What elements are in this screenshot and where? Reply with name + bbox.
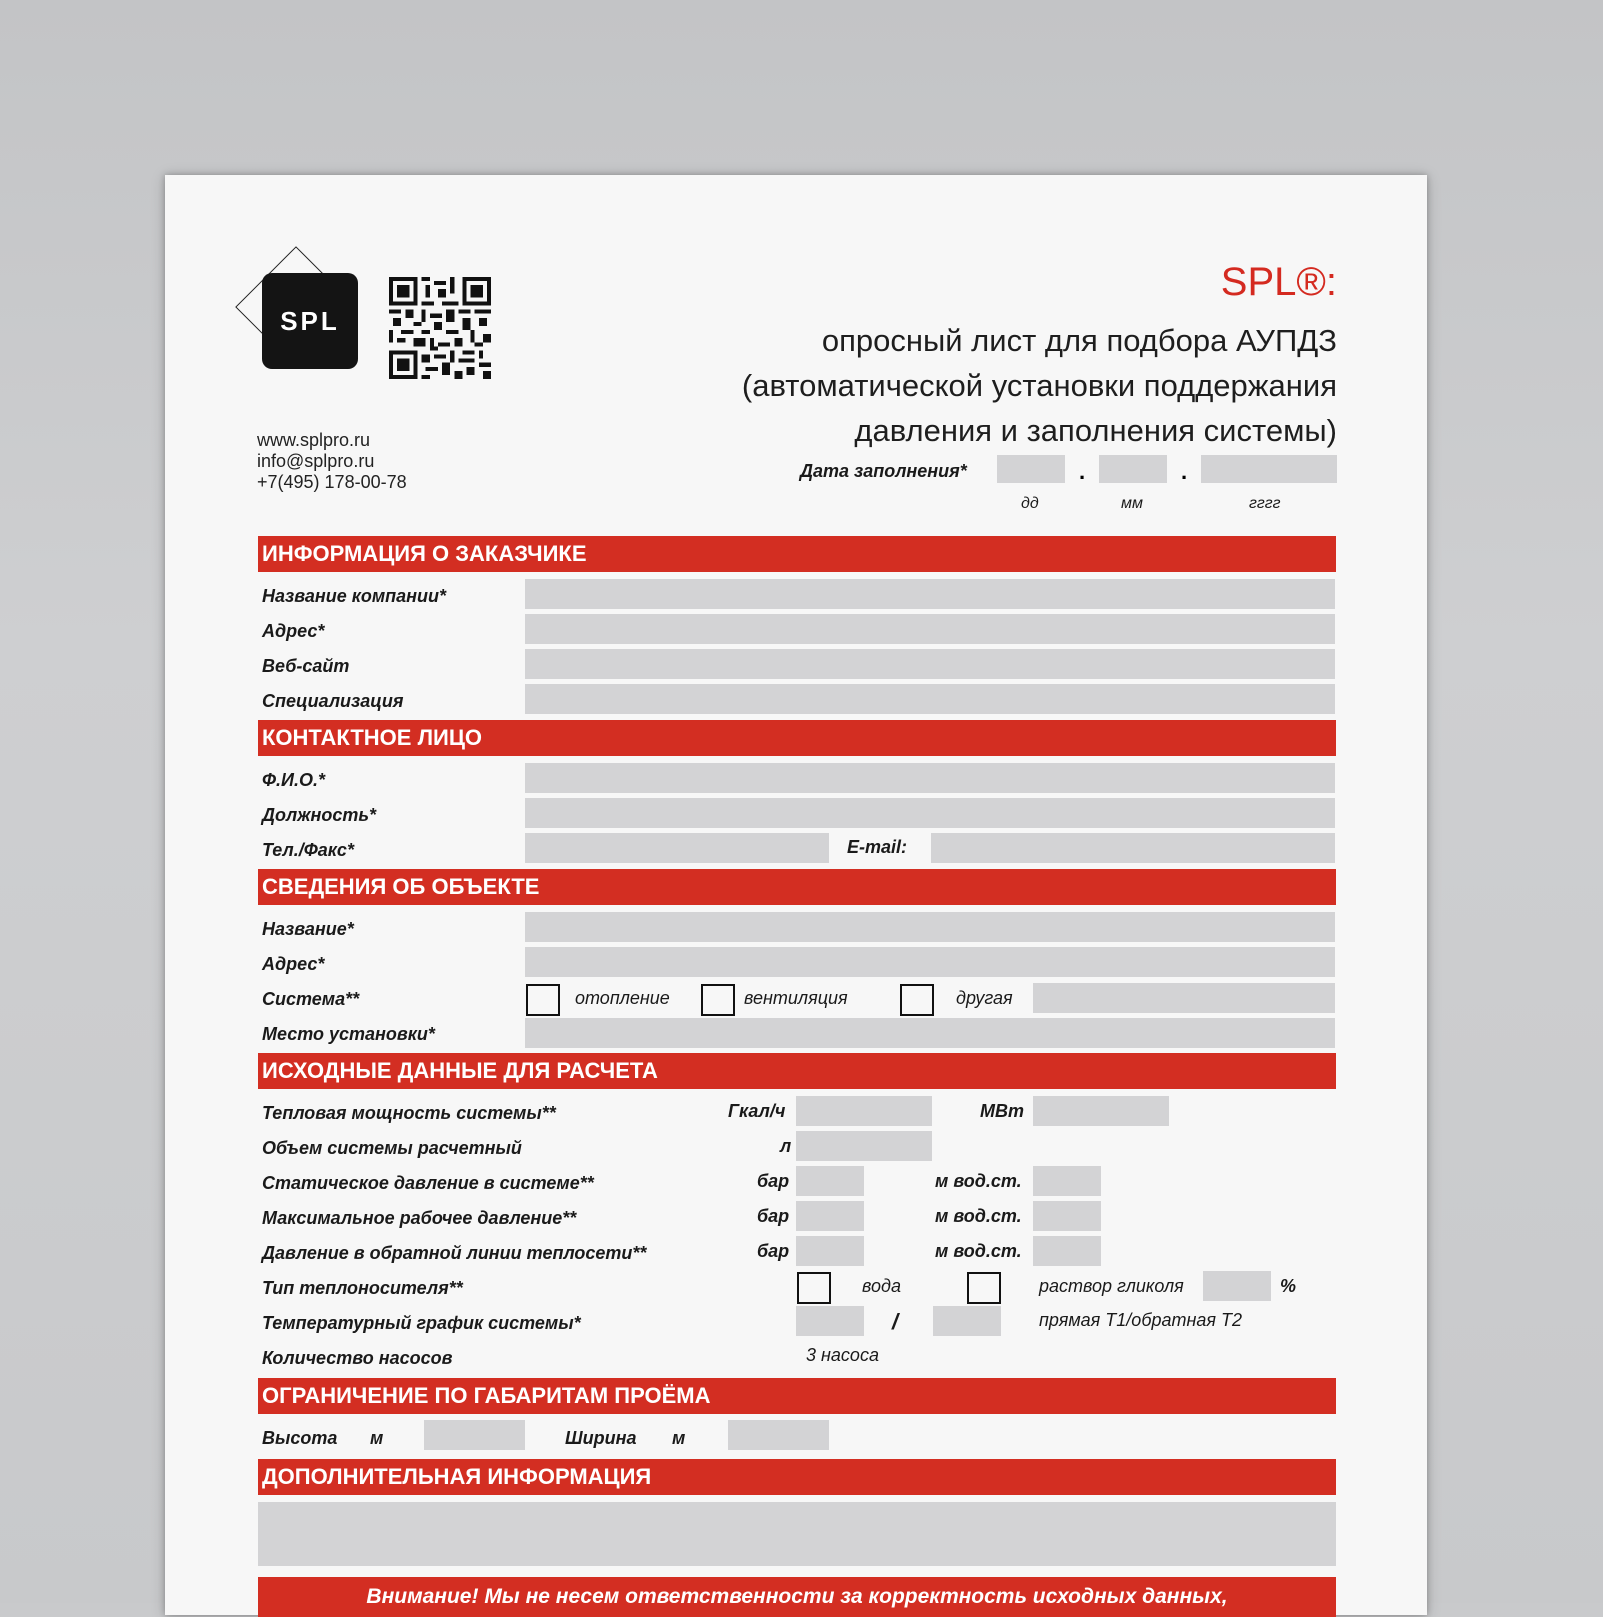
position-label: Должность* xyxy=(262,805,377,825)
page-title: SPL®: xyxy=(1220,260,1337,304)
object-address-label: Адрес* xyxy=(262,954,325,974)
install-location-input[interactable] xyxy=(525,1018,1335,1048)
other-system-input[interactable] xyxy=(1033,983,1335,1013)
specialization-label: Специализация xyxy=(262,691,404,711)
thermal-power-label: Тепловая мощность системы** xyxy=(262,1103,556,1123)
website-label: Веб-сайт xyxy=(262,656,350,676)
specialization-input[interactable] xyxy=(525,684,1335,714)
unit-liter-label: л xyxy=(780,1136,792,1156)
date-year-hint: гггг xyxy=(1249,495,1281,512)
date-separator: . xyxy=(1079,459,1086,484)
water-checkbox[interactable] xyxy=(797,1272,831,1304)
static-pressure-label: Статическое давление в системе** xyxy=(262,1173,594,1193)
other-system-option-label: другая xyxy=(956,988,1013,1008)
heating-checkbox[interactable] xyxy=(526,984,560,1016)
section-object-heading: СВЕДЕНИЯ ОБ ОБЪЕКТЕ xyxy=(258,869,1336,905)
spl-logo: SPL xyxy=(280,305,340,336)
return-pressure-label: Давление в обратной линии теплосети** xyxy=(262,1243,647,1263)
website-link[interactable]: www.splpro.ru xyxy=(257,430,371,450)
date-month-input[interactable] xyxy=(1099,455,1167,483)
thermal-power-mw-input[interactable] xyxy=(1033,1096,1169,1126)
width-unit-label: м xyxy=(672,1428,686,1448)
static-pressure-mwc-input[interactable] xyxy=(1033,1166,1101,1196)
width-label: Ширина xyxy=(565,1428,637,1448)
website-input[interactable] xyxy=(525,649,1335,679)
object-name-input[interactable] xyxy=(525,912,1335,942)
pumps-count-label: Количество насосов xyxy=(262,1348,453,1368)
company-address-input[interactable] xyxy=(525,614,1335,644)
return-pressure-bar-input[interactable] xyxy=(796,1236,864,1266)
form-sheet xyxy=(165,175,1427,1615)
glycol-percent-input[interactable] xyxy=(1203,1271,1271,1301)
glycol-checkbox[interactable] xyxy=(967,1272,1001,1304)
position-input[interactable] xyxy=(525,798,1335,828)
temp-return-input[interactable] xyxy=(933,1306,1001,1336)
coolant-type-label: Тип теплоносителя** xyxy=(262,1278,463,1298)
unit-mw-label: МВт xyxy=(980,1101,1024,1121)
width-input[interactable] xyxy=(728,1420,829,1450)
unit-bar-label: бар xyxy=(757,1241,790,1261)
max-pressure-label: Максимальное рабочее давление** xyxy=(262,1208,577,1228)
unit-bar-label: бар xyxy=(757,1171,790,1191)
ventilation-checkbox[interactable] xyxy=(701,984,735,1016)
date-separator: . xyxy=(1181,459,1188,484)
page-subtitle: опросный лист для подбора АУПДЗ (автоматической установки поддержания давления и заполнения системы) xyxy=(741,323,1337,448)
glycol-option-label: раствор гликоля xyxy=(1039,1276,1184,1296)
fio-input[interactable] xyxy=(525,763,1335,793)
system-label: Система** xyxy=(262,989,360,1009)
phone-fax-input[interactable] xyxy=(525,833,829,863)
date-month-hint: мм xyxy=(1121,495,1143,512)
fio-label: Ф.И.О.* xyxy=(262,770,326,790)
email-label: E-mail: xyxy=(847,837,908,857)
static-pressure-bar-input[interactable] xyxy=(796,1166,864,1196)
system-volume-label: Объем системы расчетный xyxy=(262,1138,522,1158)
object-name-label: Название* xyxy=(262,919,354,939)
section-additional-heading: ДОПОЛНИТЕЛЬНАЯ ИНФОРМАЦИЯ xyxy=(258,1459,1336,1495)
phone-number: +7(495) 178-00-78 xyxy=(257,472,407,492)
section-calc-heading: ИСХОДНЫЕ ДАННЫЕ ДЛЯ РАСЧЕТА xyxy=(258,1053,1336,1089)
unit-mwc-label: м вод.ст. xyxy=(935,1171,1022,1191)
unit-bar-label: бар xyxy=(757,1206,790,1226)
qr-code-icon xyxy=(389,277,491,379)
ventilation-option-label: вентиляция xyxy=(744,988,848,1008)
unit-mwc-label: м вод.ст. xyxy=(935,1241,1022,1261)
other-system-checkbox[interactable] xyxy=(900,984,934,1016)
object-address-input[interactable] xyxy=(525,947,1335,977)
water-option-label: вода xyxy=(862,1276,901,1296)
notice-banner: Внимание! Мы не несем ответственности за корректность исходных данных, xyxy=(258,1577,1336,1617)
height-unit-label: м xyxy=(370,1428,384,1448)
date-year-input[interactable] xyxy=(1201,455,1337,483)
pumps-count-value: 3 насоса xyxy=(806,1345,879,1365)
install-location-label: Место установки* xyxy=(262,1024,435,1044)
section-opening-heading: ОГРАНИЧЕНИЕ ПО ГАБАРИТАМ ПРОЁМА xyxy=(258,1378,1336,1414)
height-label: Высота xyxy=(262,1428,338,1448)
temp-slash: / xyxy=(892,1309,899,1334)
return-pressure-mwc-input[interactable] xyxy=(1033,1236,1101,1266)
section-contact-heading: КОНТАКТНОЕ ЛИЦО xyxy=(258,720,1336,756)
max-pressure-mwc-input[interactable] xyxy=(1033,1201,1101,1231)
temp-supply-input[interactable] xyxy=(796,1306,864,1336)
thermal-power-gcal-input[interactable] xyxy=(796,1096,932,1126)
company-name-input[interactable] xyxy=(525,579,1335,609)
unit-gcal-label: Гкал/ч xyxy=(728,1101,786,1121)
heating-option-label: отопление xyxy=(575,988,670,1008)
date-label: Дата заполнения* xyxy=(800,461,967,481)
date-day-input[interactable] xyxy=(997,455,1065,483)
system-volume-input[interactable] xyxy=(796,1131,932,1161)
percent-unit-label: % xyxy=(1280,1276,1297,1296)
height-input[interactable] xyxy=(424,1420,525,1450)
email-link[interactable]: info@splpro.ru xyxy=(257,451,375,471)
unit-mwc-label: м вод.ст. xyxy=(935,1206,1022,1226)
phone-fax-label: Тел./Факс* xyxy=(262,840,354,860)
section-customer-heading: ИНФОРМАЦИЯ О ЗАКАЗЧИКЕ xyxy=(258,536,1336,572)
contacts-block xyxy=(257,430,407,493)
company-name-label: Название компании* xyxy=(262,586,447,606)
temp-hint-label: прямая Т1/обратная Т2 xyxy=(1039,1310,1242,1330)
additional-info-textarea[interactable] xyxy=(258,1502,1336,1566)
max-pressure-bar-input[interactable] xyxy=(796,1201,864,1231)
company-address-label: Адрес* xyxy=(262,621,325,641)
temp-graph-label: Температурный график системы* xyxy=(262,1313,581,1333)
date-day-hint: дд xyxy=(1021,495,1039,512)
email-input[interactable] xyxy=(931,833,1335,863)
